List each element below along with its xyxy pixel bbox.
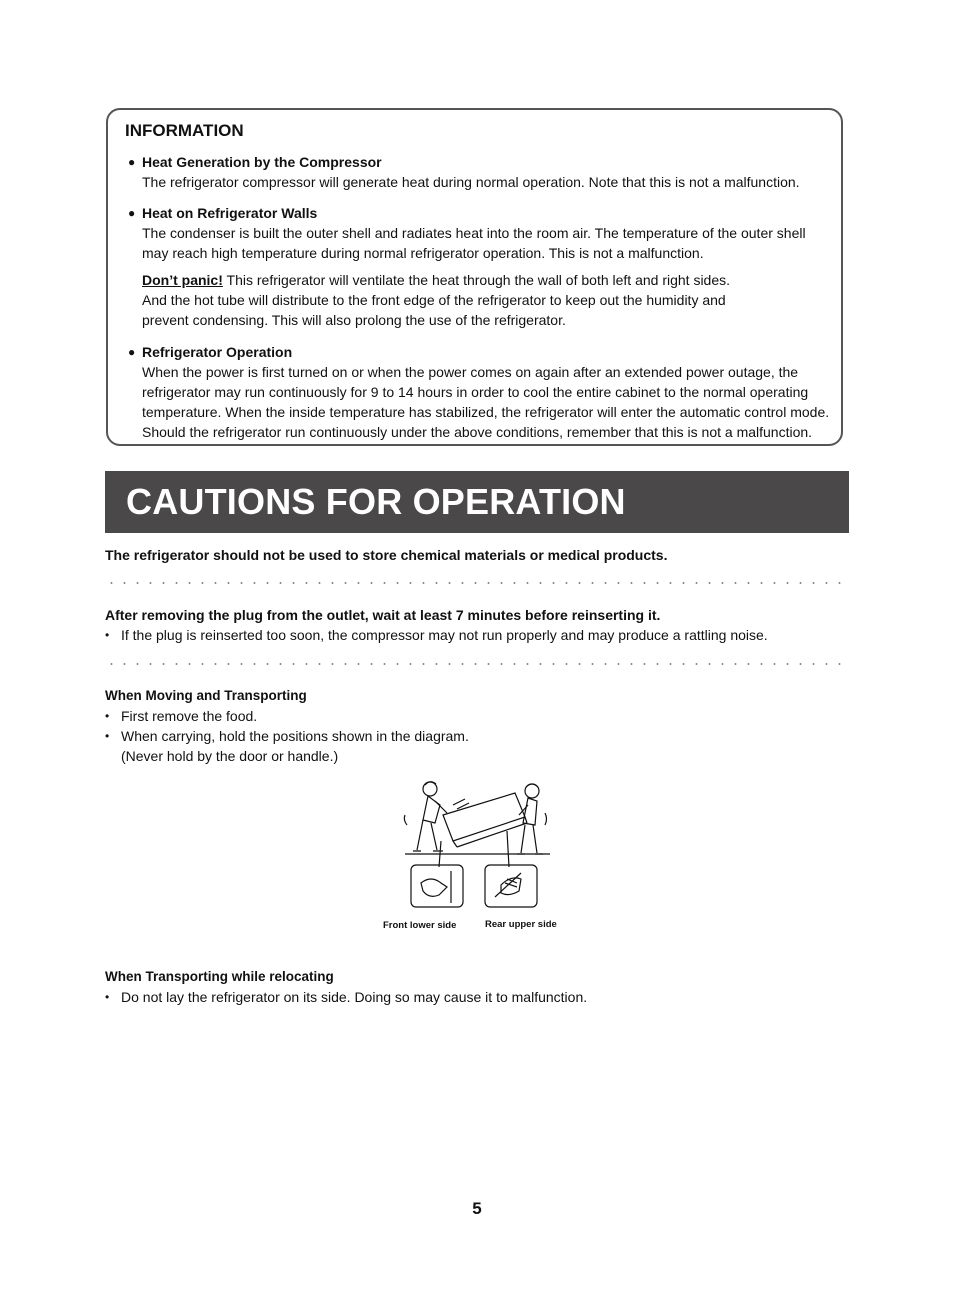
bullet-icon: ● bbox=[128, 155, 136, 169]
bullet-icon: • bbox=[105, 990, 110, 1004]
bullet-icon: • bbox=[105, 628, 110, 642]
carrying-illustration bbox=[395, 775, 565, 915]
moving-point: (Never hold by the door or handle.) bbox=[121, 748, 339, 764]
plug-warning: After removing the plug from the outlet, wait at least 7 minutes before reinserting it. bbox=[105, 607, 661, 623]
bullet-icon: • bbox=[105, 729, 110, 743]
plug-note: If the plug is reinserted too soon, the compressor may not run properly and may produce a rattling noise. bbox=[121, 627, 768, 643]
relocating-heading: When Transporting while relocating bbox=[105, 969, 334, 984]
info-item-body: The refrigerator compressor will generate heat during normal operation. Note that this is not a malfunction. bbox=[142, 174, 800, 190]
relocating-note: Do not lay the refrigerator on its side. Doing so may cause it to malfunction. bbox=[121, 989, 588, 1005]
dotted-divider bbox=[105, 582, 849, 584]
info-item-heading: Heat Generation by the Compressor bbox=[142, 154, 382, 170]
info-item-body: The condenser is built the outer shell and radiates heat into the room air. The temperature of the outer shell may reach high temperature during normal refrigerator operation. This is not a malfunction. bbox=[142, 225, 806, 261]
info-item-body: When the power is first turned on or when the power comes on again after an extended power outage, the refrigerator may run continuously for 9 to 14 hours in order to cool the entire cabinet to the normal operating temperature. When the inside temperature has stabilized, the refrigerator will enter the automatic control mode. Should the refrigerator run continuously under the above conditions, remember that this is not a malfunction. bbox=[142, 364, 830, 440]
dotted-divider bbox=[105, 663, 849, 665]
caption-rear: Rear upper side bbox=[485, 919, 557, 930]
dont-panic-lead: Don’t panic! bbox=[142, 272, 223, 288]
moving-heading: When Moving and Transporting bbox=[105, 688, 307, 703]
page-number: 5 bbox=[472, 1199, 482, 1218]
dont-panic-text: This refrigerator will ventilate the heat through the wall of both left and right sides. And the hot tube will distribute to the front edge of the refrigerator to keep out the humidity and prevent condensing. This will also prolong the use of the refrigerator. bbox=[142, 272, 731, 328]
bullet-icon: ● bbox=[128, 345, 136, 359]
dont-panic-note bbox=[142, 270, 832, 330]
moving-point: First remove the food. bbox=[121, 708, 258, 724]
moving-point: When carrying, hold the positions shown in the diagram. bbox=[121, 728, 469, 744]
info-item-heading: Heat on Refrigerator Walls bbox=[142, 205, 318, 221]
chemical-warning: The refrigerator should not be used to store chemical materials or medical products. bbox=[105, 547, 668, 563]
information-title: INFORMATION bbox=[125, 121, 244, 140]
bullet-icon: ● bbox=[128, 206, 136, 220]
caption-front: Front lower side bbox=[383, 920, 457, 931]
cautions-title: CAUTIONS FOR OPERATION bbox=[126, 481, 626, 522]
bullet-icon: • bbox=[105, 709, 110, 723]
info-item-heading: Refrigerator Operation bbox=[142, 344, 293, 360]
cautions-banner bbox=[105, 471, 849, 533]
